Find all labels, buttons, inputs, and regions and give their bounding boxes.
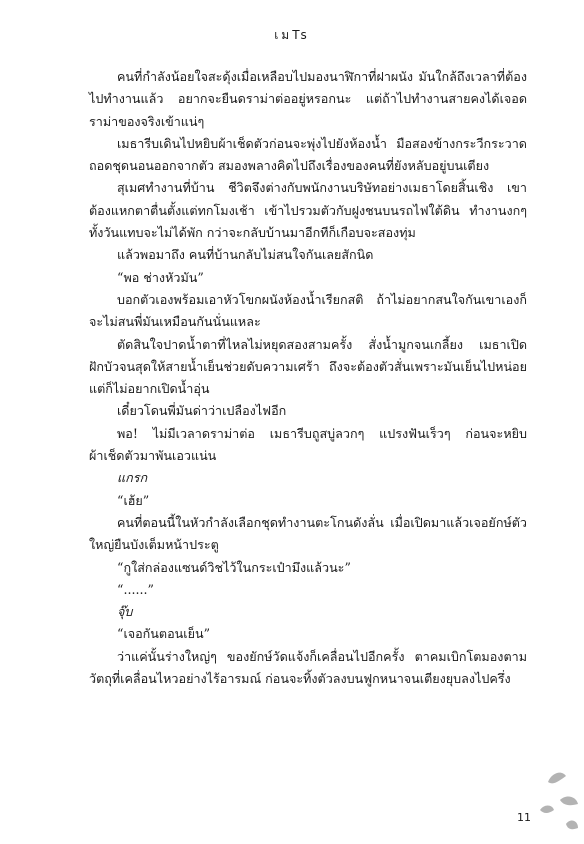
dialogue-line: “กูใส่กล่องแซนด์วิชไว้ในกระเป๋ามึงแล้วนะ” bbox=[117, 559, 351, 575]
paragraph: แล้วพอมาถึง คนที่บ้านกลับไม่สนใจกันเลยสักนิด bbox=[117, 247, 374, 263]
paragraph: สุเมศทำงานที่บ้าน ชีวิตจึงต่างกับพนักงานบริษัทอย่างเมธาโดยสิ้นเชิง เขาต้องแหกตาตื่นตั้งแต่ทกโมงเช้า เข้าไปรวมตัวกับฝูงชนบนรถไฟใต้ดิน ทำงานงกๆ ทั้งวันแทบจะไม่ได้พัก กว่าจะกลับบ้านมาอีกทีก็เกือบจะสองทุ่ม bbox=[89, 180, 527, 241]
book-text bbox=[89, 66, 527, 690]
dialogue-line: “เฮ้ย” bbox=[117, 492, 150, 508]
sound-effect: แกรก bbox=[117, 470, 148, 486]
paragraph: ว่าแค่นั้นร่างใหญ่ๆ ของยักษ์วัดแจ้งก็เคลื่อนไปอีกครั้ง ตาคมเบิกโตมองตามวัตถุที่เคลื่อนไหวอย่างไร้อารมณ์ ก่อนจะทิ้งตัวลงบนฟูกหนาจนเตียงยุบลงไปครึ่ง bbox=[89, 648, 527, 687]
paragraph: บอกตัวเองพร้อมเอาหัวโขกผนังห้องน้ำเรียกสติ ถ้าไม่อยากสนใจกันเขาเองก็จะไม่สนพี่มันเหมือนกันนั่นแหละ bbox=[89, 291, 527, 330]
dialogue-line: “เจอกันตอนเย็น” bbox=[117, 626, 211, 642]
paragraph: ตัดสินใจปาดน้ำตาที่ไหลไม่หยุดสองสามครั้ง สั่งน้ำมูกจนเกลี้ยง เมธาเปิดฝักบัวจนสุดให้สายน้ำเย็นช่วยดับความเศร้า ถึงจะต้องตัวสั่นเพราะมันเย็นไปหน่อยแต่ก็ไม่อยากเปิดน้ำอุ่น bbox=[89, 336, 527, 397]
paragraph: คนที่ตอนนี้ในหัวกำลังเลือกชุดทำงานตะโกนดังลั่น เมื่อเปิดมาแล้วเจอยักษ์ตัวใหญ่ยืนบังเต็มหน้าประตู bbox=[89, 514, 527, 553]
paragraph: เดี๋ยวโดนพี่มันด่าว่าเปลืองไฟอีก bbox=[117, 403, 287, 419]
paragraph: เมธารีบเดินไปหยิบผ้าเช็ดตัวก่อนจะพุ่งไปยังห้องน้ำ มือสองข้างกระวีกระวาดถอดชุดนอนออกจากตัว สมองพลางคิดไปถึงเรื่องของคนที่ยังหลับอยู่บนเตียง bbox=[89, 135, 527, 174]
paragraph: คนที่กำลังน้อยใจสะดุ้งเมื่อเหลือบไปมองนาฬิกาที่ฝาผนัง มันใกล้ถึงเวลาที่ต้องไปทำงานแล้ว อยากจะยืนดราม่าต่ออยู่หรอกนะ แต่ถ้าไปทำงานสายคงได้เจอดราม่าของจริงเข้าแน่ๆ bbox=[89, 69, 527, 129]
leaf-icon bbox=[548, 773, 566, 784]
dialogue-line: “......” bbox=[117, 581, 154, 597]
sound-effect: จุ๊บ bbox=[117, 604, 133, 620]
leaf-icon bbox=[566, 821, 578, 830]
leaf-icon bbox=[540, 806, 554, 814]
leaf-icon bbox=[560, 797, 578, 806]
paragraph: พอ! ไม่มีเวลาดราม่าต่อ เมธารีบถูสบู่ลวกๆ แปรงฟันเร็วๆ ก่อนจะหยิบผ้าเช็ดตัวมาพันเอวแน่น bbox=[89, 425, 527, 464]
page-number: 11 bbox=[517, 811, 531, 824]
dialogue-line: “พอ ช่างหัวมัน” bbox=[117, 269, 204, 285]
running-header: เมTs bbox=[274, 28, 310, 42]
